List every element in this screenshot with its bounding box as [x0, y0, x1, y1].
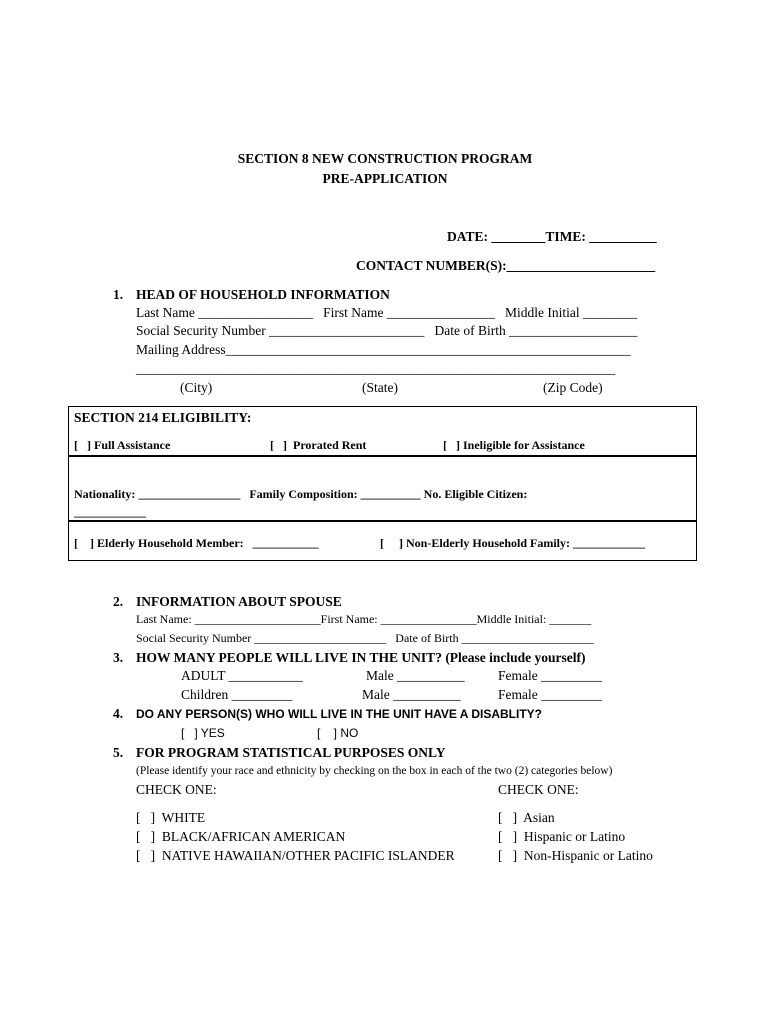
section-2-heading: INFORMATION ABOUT SPOUSE: [136, 594, 342, 609]
section-3-number: 3.: [113, 650, 124, 665]
children-count-field[interactable]: Children _________: [181, 687, 293, 702]
spouse-ssn-dob-fields[interactable]: Social Security Number ______________________ Date of Birth ______________________: [136, 631, 594, 645]
date-time-field[interactable]: DATE: ________TIME: __________: [447, 229, 657, 244]
section-5-heading: FOR PROGRAM STATISTICAL PURPOSES ONLY: [136, 745, 446, 760]
nationality-fields[interactable]: Nationality: _________________ Family Composition: __________ No. Eligible Citizen:: [74, 487, 528, 501]
section-4-heading: DO ANY PERSON(S) WHO WILL LIVE IN THE UNIT HAVE A DISABLITY?: [136, 707, 543, 721]
elderly-checkbox[interactable]: [ ] Elderly Household Member: ___________: [74, 536, 319, 550]
prorated-rent-checkbox[interactable]: [ ] Prorated Rent: [270, 438, 367, 452]
section-2-number: 2.: [113, 594, 124, 609]
race-black-checkbox[interactable]: [ ] BLACK/AFRICAN AMERICAN: [136, 829, 346, 844]
non-elderly-checkbox[interactable]: [ ] Non-Elderly Household Family: ____________: [380, 536, 646, 550]
ethnicity-asian-checkbox[interactable]: [ ] Asian: [498, 810, 555, 825]
spouse-name-fields[interactable]: Last Name: _____________________First Name: ________________Middle Initial: _______: [136, 612, 592, 626]
children-male-field[interactable]: Male __________: [362, 687, 461, 702]
divider: [68, 520, 697, 522]
race-white-checkbox[interactable]: [ ] WHITE: [136, 810, 206, 825]
ethnicity-check-one-label: CHECK ONE:: [498, 782, 579, 797]
race-hawaiian-checkbox[interactable]: [ ] NATIVE HAWAIIAN/OTHER PACIFIC ISLANDER: [136, 848, 455, 863]
full-assistance-checkbox[interactable]: [ ] Full Assistance: [74, 438, 171, 452]
section-1-number: 1.: [113, 287, 124, 302]
section-5-instructions: (Please identify your race and ethnicity by checking on the box in each of the two (2) categories below): [136, 765, 613, 777]
head-ssn-dob-fields[interactable]: Social Security Number _______________________ Date of Birth ___________________: [136, 323, 638, 338]
disability-no-checkbox[interactable]: [ ] NO: [317, 726, 359, 740]
city-label: (City): [180, 380, 213, 395]
disability-yes-checkbox[interactable]: [ ] YES: [181, 726, 225, 740]
ethnicity-hispanic-checkbox[interactable]: [ ] Hispanic or Latino: [498, 829, 626, 844]
race-check-one-label: CHECK ONE:: [136, 782, 217, 797]
contact-number-field[interactable]: CONTACT NUMBER(S):______________________: [356, 258, 656, 273]
eligibility-heading: SECTION 214 ELIGIBILITY:: [74, 410, 252, 425]
zip-label: (Zip Code): [543, 380, 603, 395]
section-4-number: 4.: [113, 706, 124, 721]
adult-female-field[interactable]: Female _________: [498, 668, 602, 683]
mailing-address-line-2[interactable]: _______________________________________________________________________: [136, 361, 616, 376]
nationality-fields-cont[interactable]: ____________: [74, 505, 146, 519]
section-3-heading: HOW MANY PEOPLE WILL LIVE IN THE UNIT? (Please include yourself): [136, 650, 586, 665]
ethnicity-non-hispanic-checkbox[interactable]: [ ] Non-Hispanic or Latino: [498, 848, 653, 863]
ineligible-checkbox[interactable]: [ ] Ineligible for Assistance: [443, 438, 585, 452]
form-subtitle: PRE-APPLICATION: [322, 171, 448, 186]
divider: [68, 455, 697, 457]
state-label: (State): [362, 380, 398, 395]
form-title: SECTION 8 NEW CONSTRUCTION PROGRAM: [237, 151, 533, 166]
adult-count-field[interactable]: ADULT ___________: [181, 668, 303, 683]
head-name-fields[interactable]: Last Name _________________ First Name ________________ Middle Initial ________: [136, 305, 637, 320]
section-1-heading: HEAD OF HOUSEHOLD INFORMATION: [136, 287, 390, 302]
adult-male-field[interactable]: Male __________: [366, 668, 465, 683]
section-5-number: 5.: [113, 745, 124, 760]
children-female-field[interactable]: Female _________: [498, 687, 602, 702]
mailing-address-field[interactable]: Mailing Address____________________________________________________________: [136, 342, 631, 357]
